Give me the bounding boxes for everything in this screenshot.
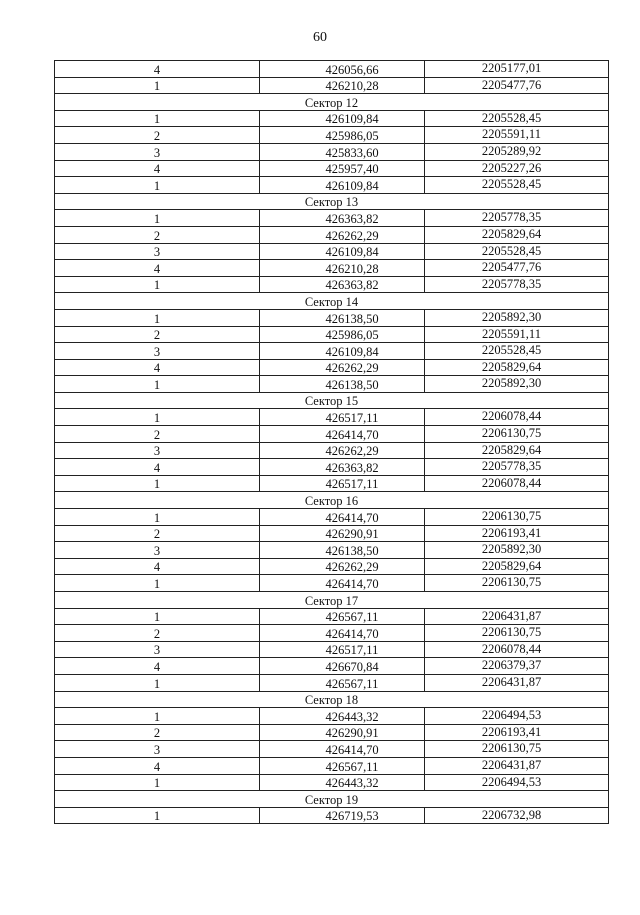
point-number-cell: 2 <box>55 525 260 542</box>
table-row <box>55 426 609 443</box>
y-coordinate-cell: 2205892,30 <box>425 376 609 393</box>
y-coordinate-cell: 2206130,75 <box>425 741 609 758</box>
point-number-cell: 3 <box>55 143 260 160</box>
y-coordinate-cell: 2205289,92 <box>425 143 609 160</box>
point-number-cell: 1 <box>55 608 260 625</box>
x-coordinate-cell: 425957,40 <box>260 160 425 177</box>
table-row <box>55 641 609 658</box>
table-row <box>55 608 609 625</box>
point-number-cell: 4 <box>55 757 260 774</box>
table-row <box>55 542 609 559</box>
x-coordinate-cell: 426210,28 <box>260 260 425 277</box>
table-row <box>55 724 609 741</box>
point-number-cell: 4 <box>55 359 260 376</box>
x-coordinate-cell: 426363,82 <box>260 459 425 476</box>
x-coordinate-cell: 426517,11 <box>260 475 425 492</box>
sector-title: Сектор 15 <box>55 392 609 409</box>
y-coordinate-cell: 2206078,44 <box>425 409 609 426</box>
x-coordinate-cell: 426109,84 <box>260 243 425 260</box>
sector-title: Сектор 19 <box>55 791 609 808</box>
y-coordinate-cell: 2206494,53 <box>425 708 609 725</box>
point-number-cell: 3 <box>55 243 260 260</box>
x-coordinate-cell: 426567,11 <box>260 757 425 774</box>
table-row <box>55 475 609 492</box>
sector-header-row <box>55 392 609 409</box>
y-coordinate-cell: 2205829,64 <box>425 558 609 575</box>
x-coordinate-cell: 426414,70 <box>260 575 425 592</box>
table-row <box>55 243 609 260</box>
table-row <box>55 442 609 459</box>
point-number-cell: 1 <box>55 708 260 725</box>
table-row <box>55 127 609 144</box>
point-number-cell: 1 <box>55 177 260 194</box>
table-row <box>55 276 609 293</box>
point-number-cell: 2 <box>55 724 260 741</box>
table-row <box>55 658 609 675</box>
sector-header-row <box>55 293 609 310</box>
table-row <box>55 708 609 725</box>
table-row <box>55 326 609 343</box>
point-number-cell: 1 <box>55 475 260 492</box>
x-coordinate-cell: 426262,29 <box>260 359 425 376</box>
y-coordinate-cell: 2205778,35 <box>425 210 609 227</box>
x-coordinate-cell: 426517,11 <box>260 409 425 426</box>
sector-header-row <box>55 691 609 708</box>
point-number-cell: 4 <box>55 61 260 78</box>
x-coordinate-cell: 426567,11 <box>260 674 425 691</box>
point-number-cell: 2 <box>55 226 260 243</box>
x-coordinate-cell: 426138,50 <box>260 376 425 393</box>
y-coordinate-cell: 2206078,44 <box>425 641 609 658</box>
point-number-cell: 4 <box>55 260 260 277</box>
table-row <box>55 226 609 243</box>
point-number-cell: 1 <box>55 276 260 293</box>
point-number-cell: 1 <box>55 807 260 824</box>
x-coordinate-cell: 426567,11 <box>260 608 425 625</box>
point-number-cell: 4 <box>55 658 260 675</box>
x-coordinate-cell: 426290,91 <box>260 525 425 542</box>
sector-title: Сектор 16 <box>55 492 609 509</box>
table-row <box>55 143 609 160</box>
sector-header-row <box>55 193 609 210</box>
point-number-cell: 1 <box>55 376 260 393</box>
y-coordinate-cell: 2205477,76 <box>425 77 609 94</box>
table-row <box>55 774 609 791</box>
x-coordinate-cell: 425986,05 <box>260 127 425 144</box>
x-coordinate-cell: 426109,84 <box>260 343 425 360</box>
y-coordinate-cell: 2206379,37 <box>425 658 609 675</box>
sector-title: Сектор 12 <box>55 94 609 111</box>
table-row <box>55 210 609 227</box>
x-coordinate-cell: 426414,70 <box>260 426 425 443</box>
table-row <box>55 757 609 774</box>
table-row <box>55 177 609 194</box>
x-coordinate-cell: 426262,29 <box>260 226 425 243</box>
y-coordinate-cell: 2205528,45 <box>425 177 609 194</box>
table-row <box>55 807 609 824</box>
y-coordinate-cell: 2206732,98 <box>425 807 609 824</box>
x-coordinate-cell: 426517,11 <box>260 641 425 658</box>
sector-title: Сектор 14 <box>55 293 609 310</box>
coordinates-table <box>54 60 609 824</box>
y-coordinate-cell: 2205177,01 <box>425 61 609 78</box>
x-coordinate-cell: 426414,70 <box>260 741 425 758</box>
y-coordinate-cell: 2205778,35 <box>425 459 609 476</box>
point-number-cell: 3 <box>55 343 260 360</box>
sector-title: Сектор 18 <box>55 691 609 708</box>
table-row <box>55 359 609 376</box>
x-coordinate-cell: 426719,53 <box>260 807 425 824</box>
x-coordinate-cell: 425833,60 <box>260 143 425 160</box>
point-number-cell: 1 <box>55 110 260 127</box>
y-coordinate-cell: 2206130,75 <box>425 426 609 443</box>
point-number-cell: 1 <box>55 409 260 426</box>
x-coordinate-cell: 426363,82 <box>260 210 425 227</box>
point-number-cell: 4 <box>55 459 260 476</box>
y-coordinate-cell: 2205528,45 <box>425 243 609 260</box>
point-number-cell: 1 <box>55 774 260 791</box>
point-number-cell: 2 <box>55 625 260 642</box>
x-coordinate-cell: 426262,29 <box>260 442 425 459</box>
y-coordinate-cell: 2205227,26 <box>425 160 609 177</box>
y-coordinate-cell: 2206130,75 <box>425 625 609 642</box>
table-row <box>55 343 609 360</box>
y-coordinate-cell: 2205477,76 <box>425 260 609 277</box>
table-row <box>55 575 609 592</box>
sector-header-row <box>55 592 609 609</box>
point-number-cell: 1 <box>55 210 260 227</box>
point-number-cell: 2 <box>55 326 260 343</box>
y-coordinate-cell: 2206431,87 <box>425 757 609 774</box>
point-number-cell: 3 <box>55 442 260 459</box>
point-number-cell: 2 <box>55 127 260 144</box>
table-row <box>55 558 609 575</box>
table-row <box>55 160 609 177</box>
x-coordinate-cell: 426109,84 <box>260 177 425 194</box>
point-number-cell: 3 <box>55 542 260 559</box>
x-coordinate-cell: 426056,66 <box>260 61 425 78</box>
y-coordinate-cell: 2205528,45 <box>425 110 609 127</box>
point-number-cell: 1 <box>55 77 260 94</box>
y-coordinate-cell: 2206193,41 <box>425 724 609 741</box>
table-row <box>55 525 609 542</box>
point-number-cell: 2 <box>55 426 260 443</box>
table-row <box>55 376 609 393</box>
x-coordinate-cell: 426138,50 <box>260 309 425 326</box>
x-coordinate-cell: 426414,70 <box>260 509 425 526</box>
x-coordinate-cell: 426109,84 <box>260 110 425 127</box>
x-coordinate-cell: 425986,05 <box>260 326 425 343</box>
y-coordinate-cell: 2206431,87 <box>425 608 609 625</box>
point-number-cell: 1 <box>55 575 260 592</box>
y-coordinate-cell: 2206130,75 <box>425 509 609 526</box>
sector-header-row <box>55 94 609 111</box>
y-coordinate-cell: 2206193,41 <box>425 525 609 542</box>
table-row <box>55 260 609 277</box>
x-coordinate-cell: 426443,32 <box>260 774 425 791</box>
y-coordinate-cell: 2206078,44 <box>425 475 609 492</box>
y-coordinate-cell: 2205591,11 <box>425 326 609 343</box>
y-coordinate-cell: 2206494,53 <box>425 774 609 791</box>
y-coordinate-cell: 2205892,30 <box>425 542 609 559</box>
x-coordinate-cell: 426290,91 <box>260 724 425 741</box>
table-row <box>55 741 609 758</box>
x-coordinate-cell: 426138,50 <box>260 542 425 559</box>
point-number-cell: 1 <box>55 674 260 691</box>
x-coordinate-cell: 426210,28 <box>260 77 425 94</box>
table-row <box>55 309 609 326</box>
sector-title: Сектор 13 <box>55 193 609 210</box>
y-coordinate-cell: 2205892,30 <box>425 309 609 326</box>
x-coordinate-cell: 426443,32 <box>260 708 425 725</box>
y-coordinate-cell: 2206130,75 <box>425 575 609 592</box>
point-number-cell: 1 <box>55 509 260 526</box>
x-coordinate-cell: 426363,82 <box>260 276 425 293</box>
point-number-cell: 4 <box>55 160 260 177</box>
table-row <box>55 674 609 691</box>
table-row <box>55 61 609 78</box>
table-row <box>55 409 609 426</box>
table-row <box>55 77 609 94</box>
x-coordinate-cell: 426262,29 <box>260 558 425 575</box>
table-row <box>55 625 609 642</box>
y-coordinate-cell: 2205528,45 <box>425 343 609 360</box>
y-coordinate-cell: 2205829,64 <box>425 226 609 243</box>
y-coordinate-cell: 2205591,11 <box>425 127 609 144</box>
y-coordinate-cell: 2205829,64 <box>425 359 609 376</box>
table-row <box>55 459 609 476</box>
coordinates-table-body <box>55 61 609 824</box>
sector-header-row <box>55 791 609 808</box>
point-number-cell: 1 <box>55 309 260 326</box>
table-row <box>55 509 609 526</box>
point-number-cell: 3 <box>55 741 260 758</box>
sector-header-row <box>55 492 609 509</box>
x-coordinate-cell: 426670,84 <box>260 658 425 675</box>
sector-title: Сектор 17 <box>55 592 609 609</box>
table-row <box>55 110 609 127</box>
x-coordinate-cell: 426414,70 <box>260 625 425 642</box>
point-number-cell: 4 <box>55 558 260 575</box>
point-number-cell: 3 <box>55 641 260 658</box>
page-number: 60 <box>313 30 327 45</box>
y-coordinate-cell: 2205829,64 <box>425 442 609 459</box>
y-coordinate-cell: 2205778,35 <box>425 276 609 293</box>
y-coordinate-cell: 2206431,87 <box>425 674 609 691</box>
